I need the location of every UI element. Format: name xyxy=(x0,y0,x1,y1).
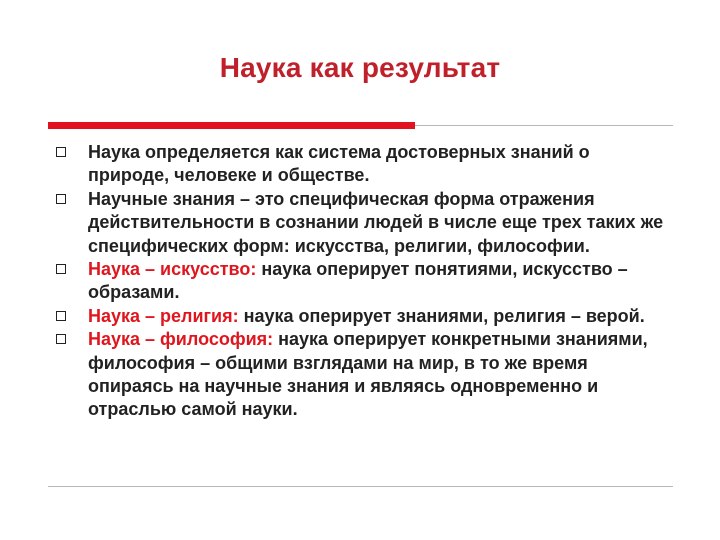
bullet-list xyxy=(54,141,674,422)
list-item-text: наука оперирует знаниями, религия – верой. xyxy=(238,305,645,326)
hollow-square-bullet-icon xyxy=(56,264,66,274)
slide-title: Наука как результат xyxy=(219,52,501,83)
hollow-square-bullet-icon xyxy=(56,334,66,344)
title-divider-accent xyxy=(48,122,415,129)
list-item xyxy=(54,258,674,305)
list-item-highlight: Наука – философия: xyxy=(88,329,274,350)
hollow-square-bullet-icon xyxy=(56,147,66,157)
hollow-square-bullet-icon xyxy=(56,311,66,321)
list-item-text: Научные знания – это специфическая форма отражения действительности в сознании людей в числе еще трех таких же специфических форм: искусства, религии, философии. xyxy=(88,188,664,256)
list-item xyxy=(54,188,674,258)
list-item xyxy=(54,141,674,188)
list-item xyxy=(54,305,674,328)
list-item-text: наука оперирует конкретными знаниями, философия – общими взглядами на мир, в то же время опираясь на научные знания и являясь одновременно и отраслью самой науки. xyxy=(88,329,648,420)
list-item-highlight: Наука – религия: xyxy=(88,305,239,326)
bottom-divider xyxy=(48,486,673,487)
list-item-text: наука оперирует понятиями, искусство – образами. xyxy=(88,259,628,303)
list-item xyxy=(54,328,674,422)
hollow-square-bullet-icon xyxy=(56,194,66,204)
list-item-text: Наука определяется как система достоверных знаний о природе, человеке и обществе. xyxy=(88,142,590,186)
list-item-highlight: Наука – искусство: xyxy=(88,259,257,280)
